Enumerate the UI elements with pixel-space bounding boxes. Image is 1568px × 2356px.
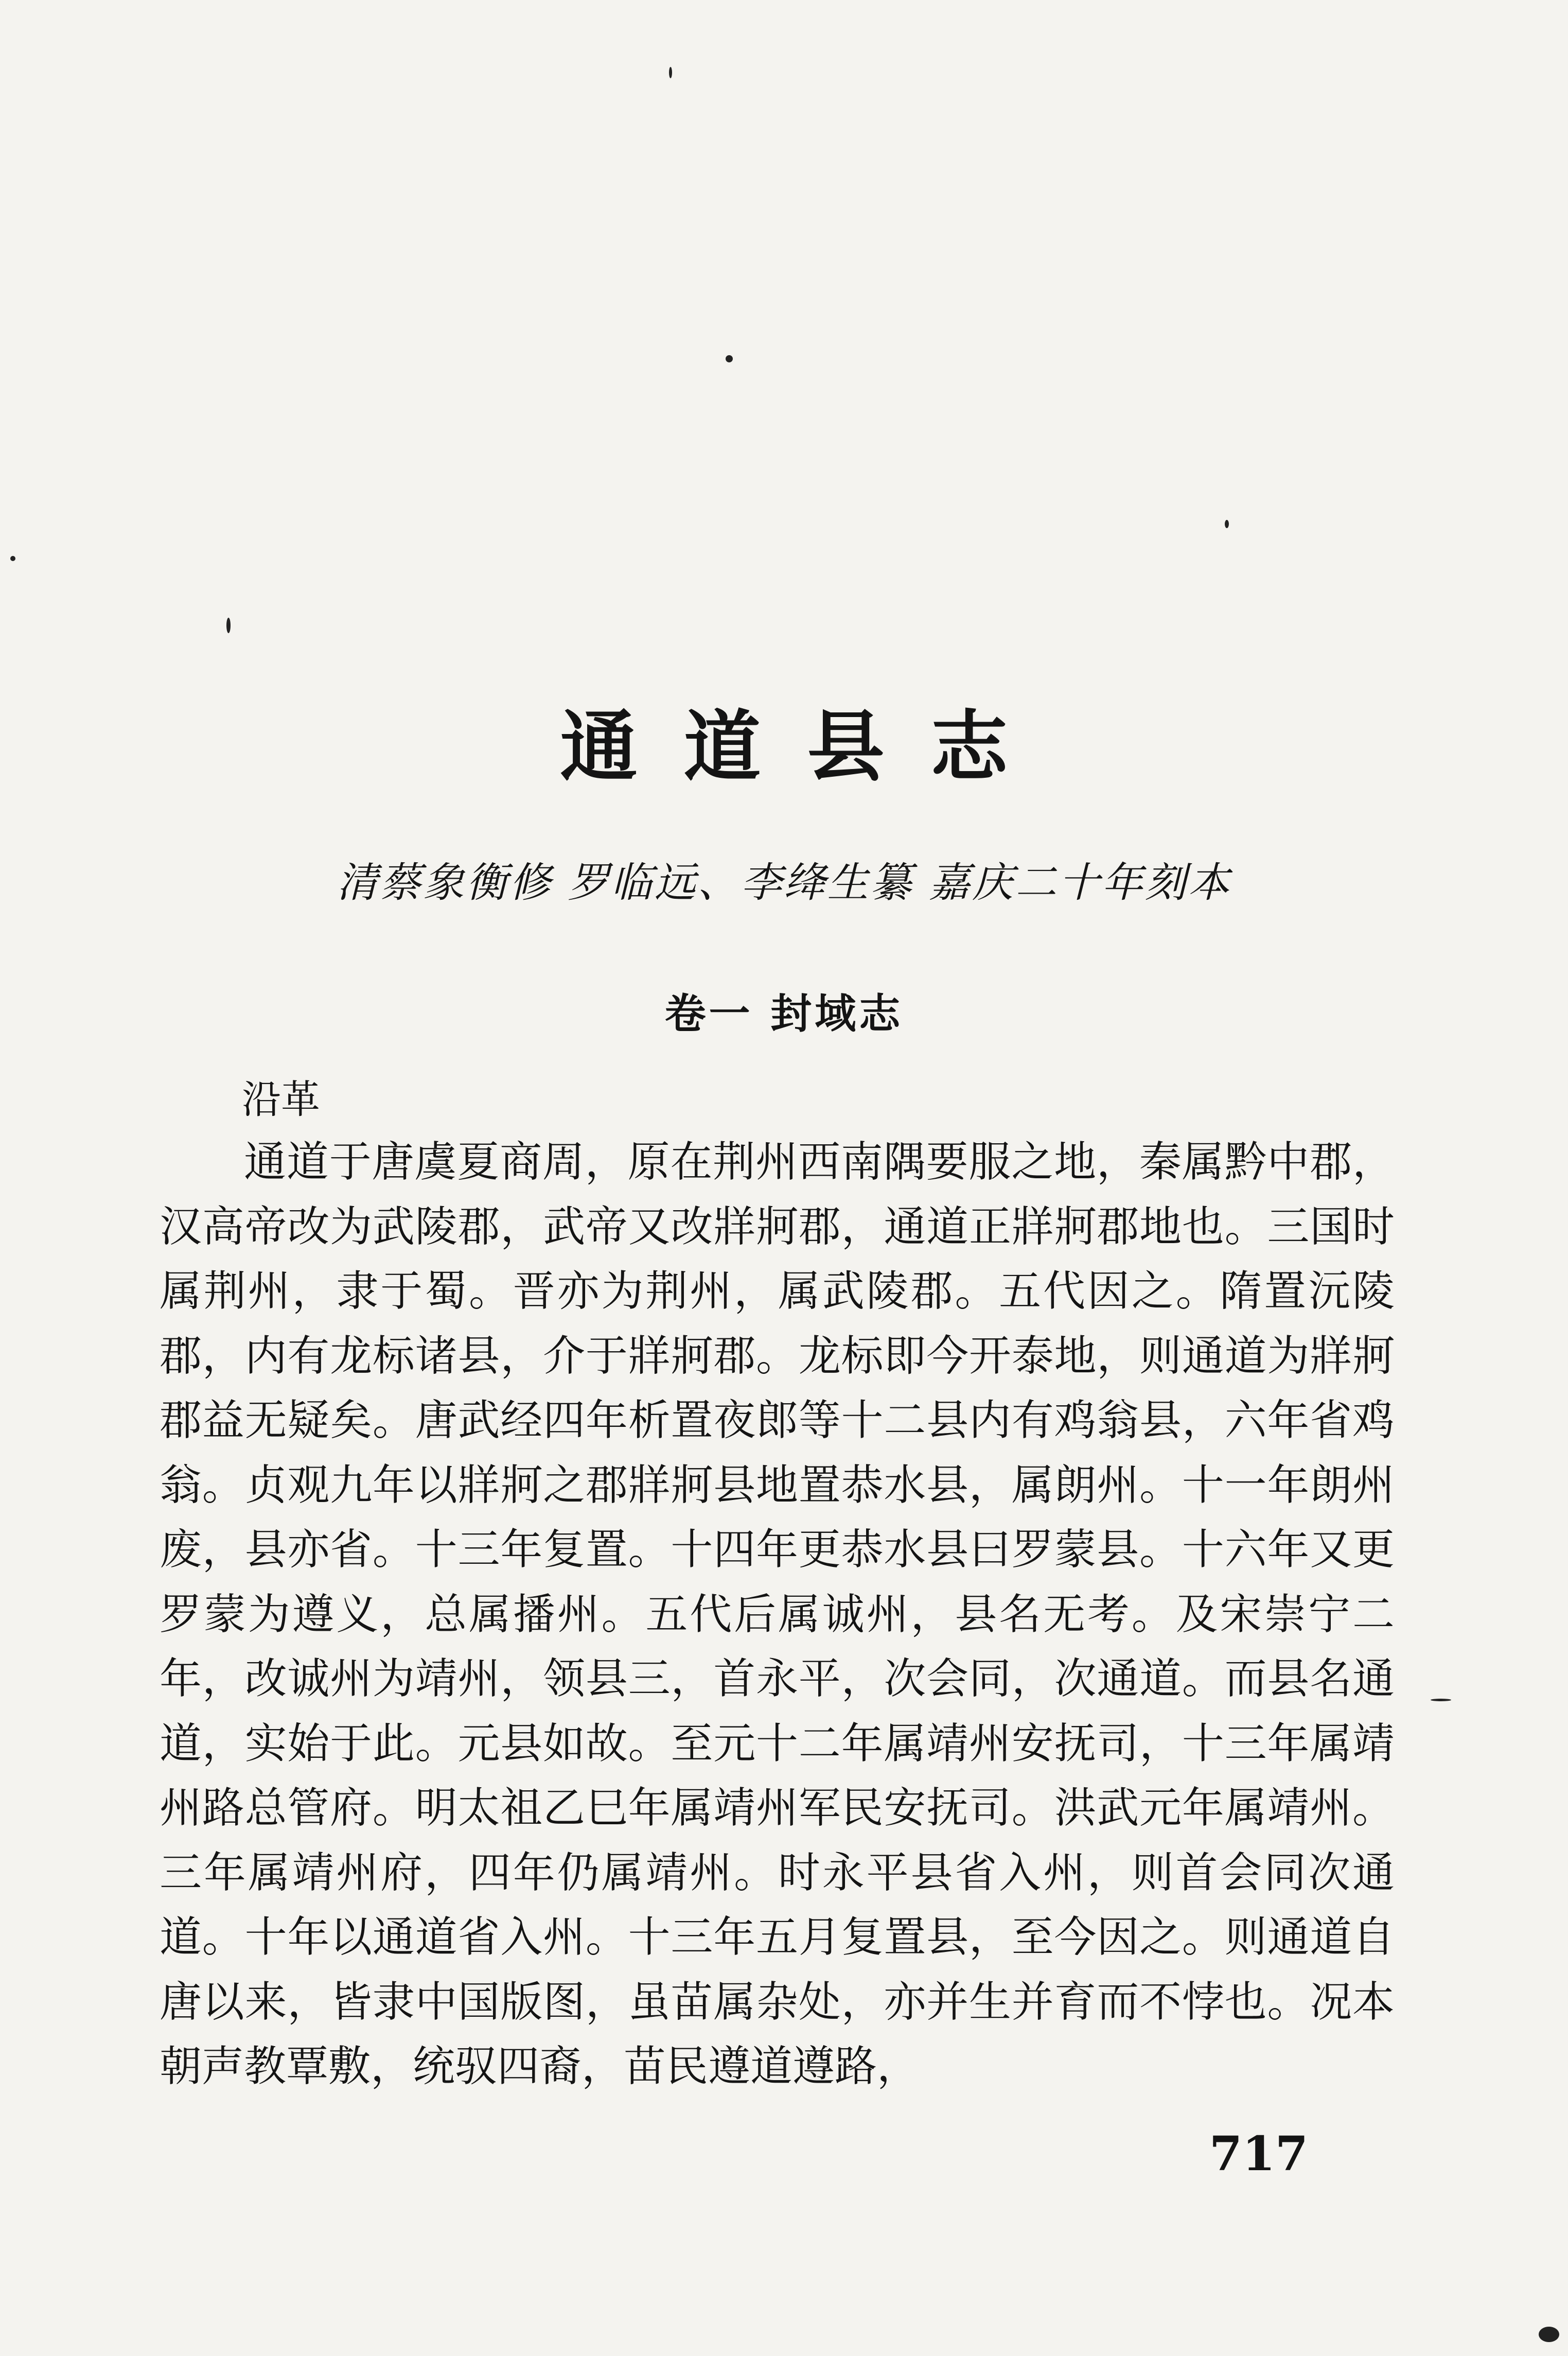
scan-speck — [669, 67, 672, 78]
scan-speck — [10, 556, 15, 561]
page-number: 717 — [1209, 2126, 1309, 2182]
scan-speck — [1225, 520, 1229, 528]
chapter-heading: 卷一 封域志 — [664, 990, 904, 1038]
scan-speck — [1431, 1699, 1451, 1701]
scan-speck — [726, 355, 733, 362]
page-title: 通道县志 — [560, 702, 1054, 792]
section-heading: 沿革 — [242, 1076, 320, 1122]
scan-speck — [1539, 2327, 1559, 2342]
scan-speck — [226, 618, 231, 633]
body-paragraph: 通道于唐虞夏商周，原在荆州西南隅要服之地，秦属黔中郡，汉高帝改为武陵郡，武帝又改牂牁郡，通道正牂牁郡地也。三国时属荆州，隶于蜀。晋亦为荆州，属武陵郡。五代因之。隋置沅陵郡，内有龙标诸县，介于牂牁郡。龙标即今开泰地，则通道为牂牁郡益无疑矣。唐武经四年析置夜郎等十二县内有鸡翁县，六年省鸡翁。贞观九年以牂牁之郡牂牁县地置恭水县，属朗州。十一年朗州废，县亦省。十三年复置。十四年更恭水县曰罗蒙县。十六年又更罗蒙为遵义，总属播州。五代后属诚州，县名无考。及宋崇宁二年，改诚州为靖州，领县三，首永平，次会同，次通道。而县名通道，实始于此。元县如故。至元十二年属靖州安抚司，十三年属靖州路总管府。明太祖乙巳年属靖州军民安抚司。洪武元年属靖州。三年属靖州府，四年仍属靖州。时永平县省入州，则首会同次通道。十年以通道省入州。十三年五月复置县，至今因之。则通道自唐以来，皆隶中国版图，虽苗属杂处，亦并生并育而不悖也。况本朝声教覃敷，统驭四裔，苗民遵道遵路， — [160, 1138, 1395, 2091]
subtitle-credits: 清蔡象衡修 罗临远、李绛生纂 嘉庆二十年刻本 — [337, 859, 1231, 906]
